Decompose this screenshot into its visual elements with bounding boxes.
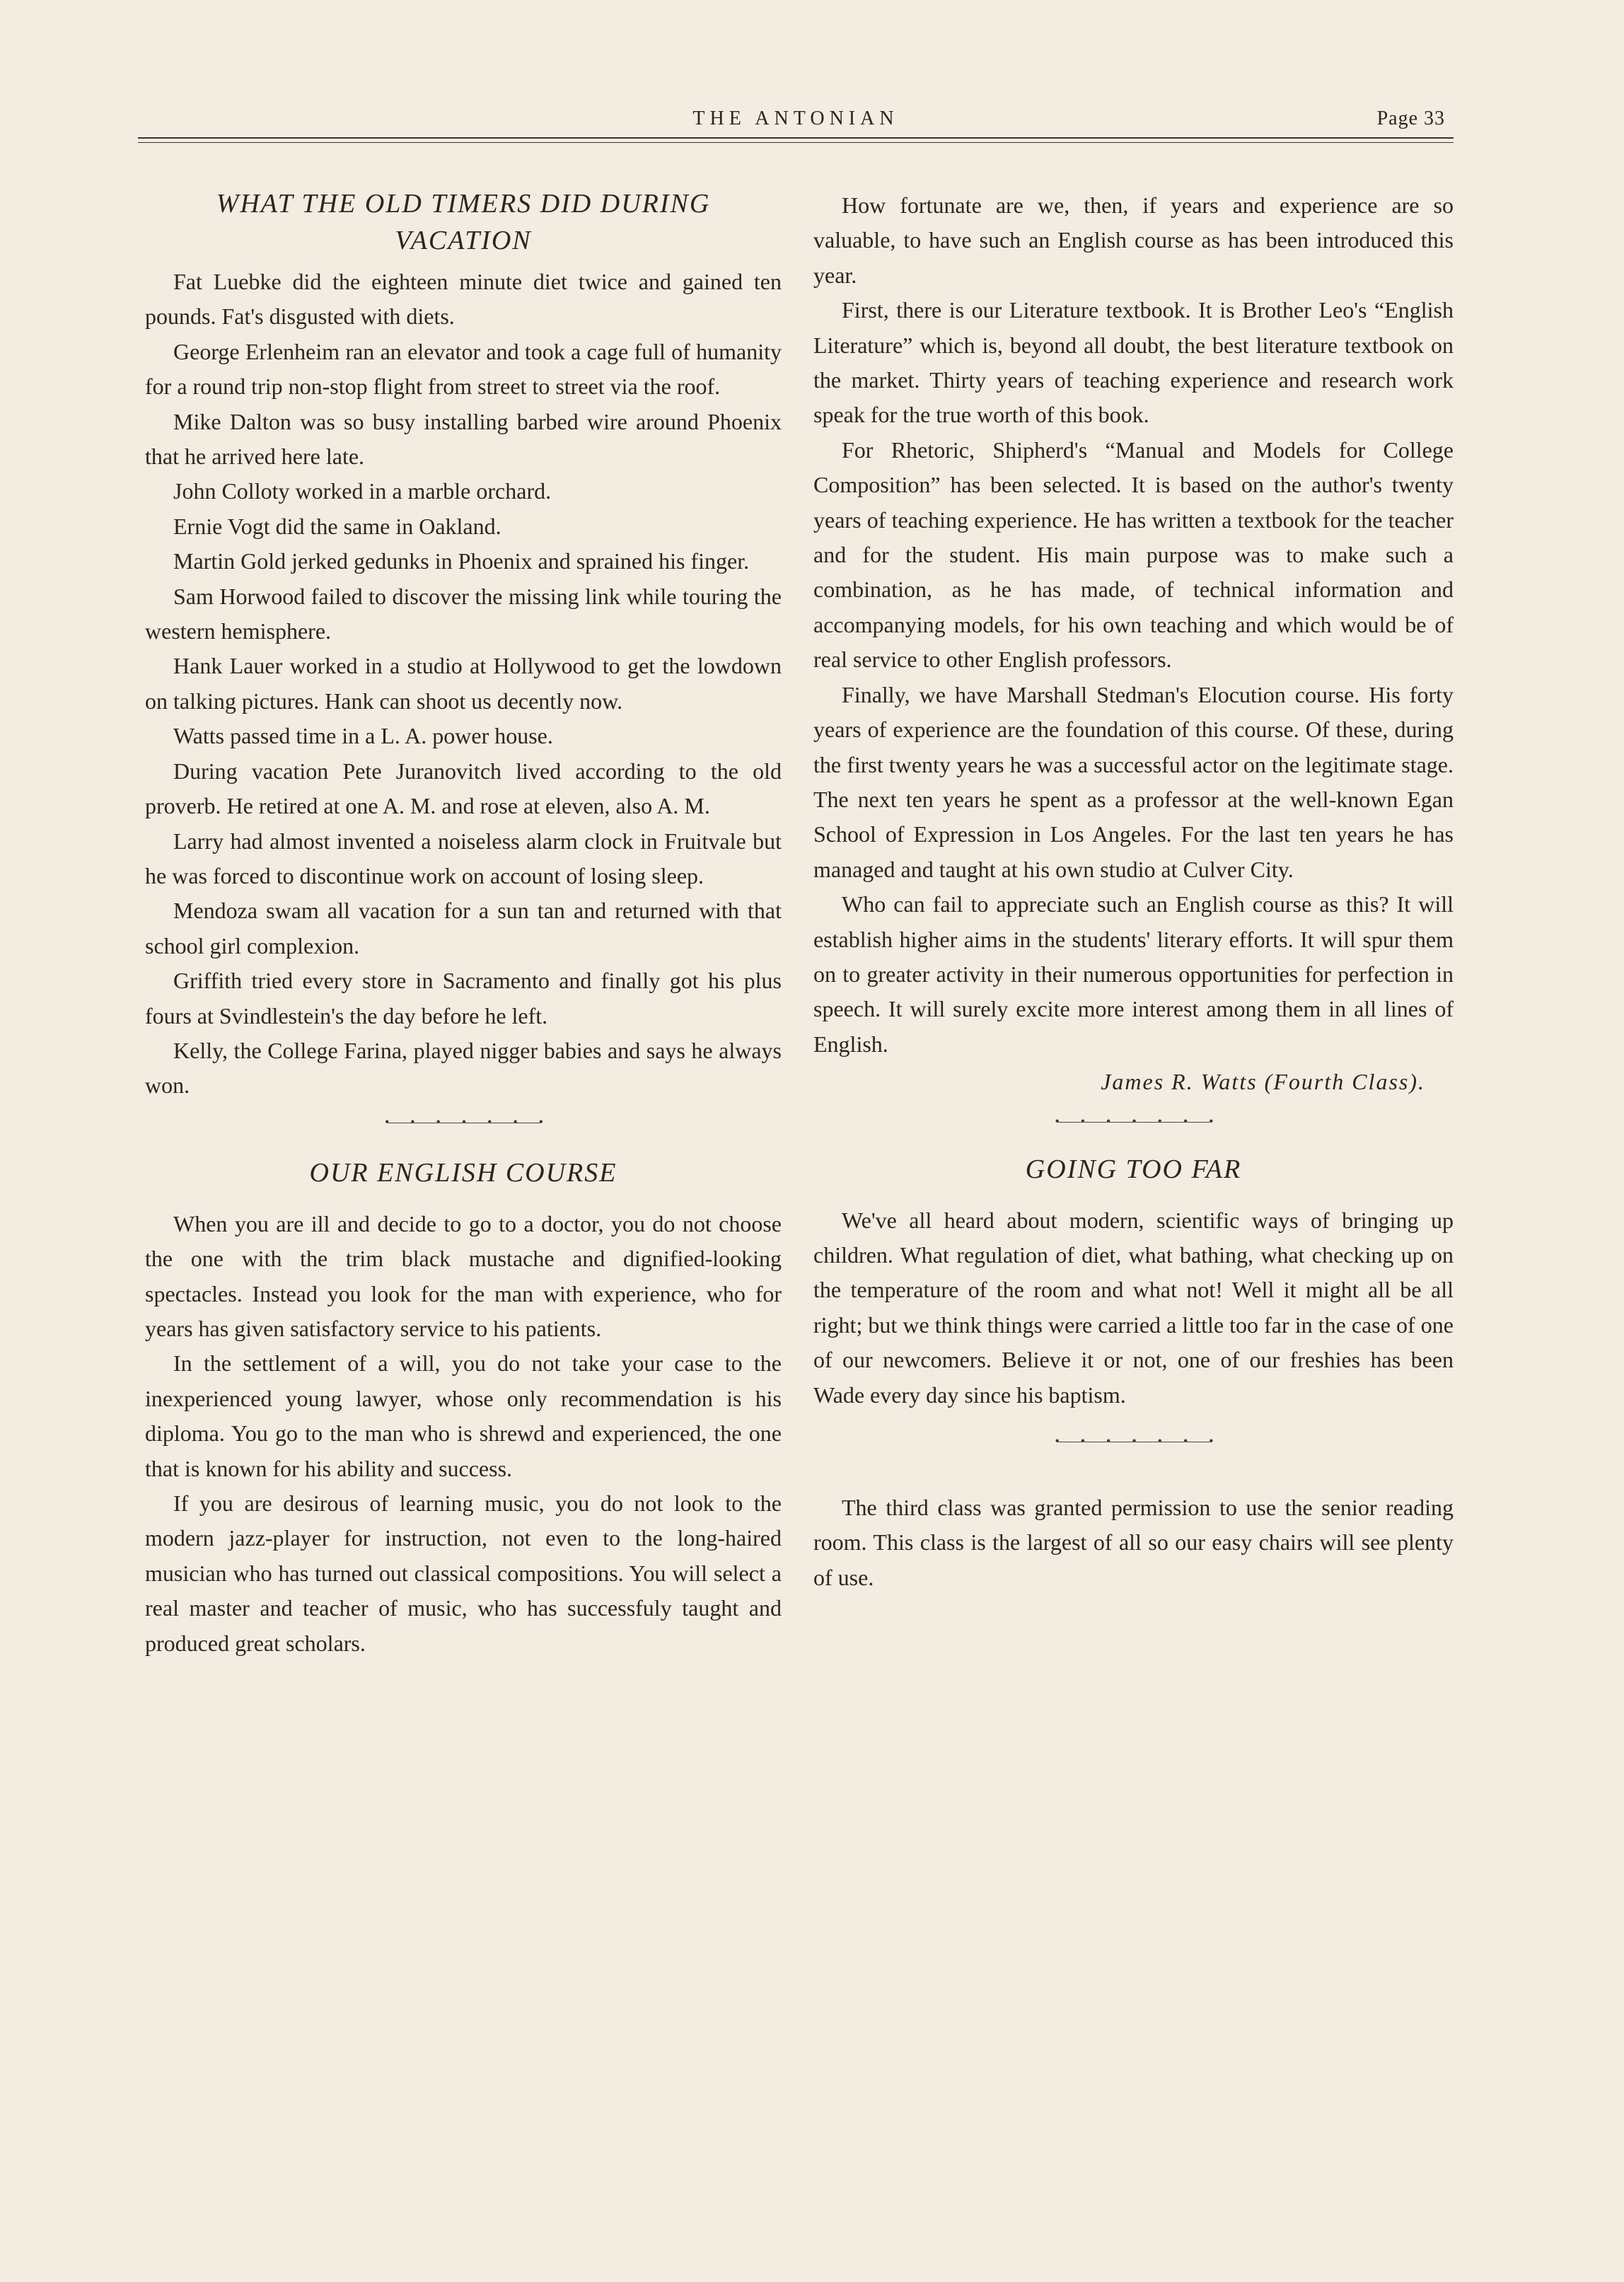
going-too-far-paragraph: We've all heard about modern, scientific ways of bringing up children. What regulation of diet, what bathing, what checking up on the temperature of the room and what not! Well it might all be all right; but we think things were carried a little too far in the case of one of our newcomers. Believe it or not, one of our freshies has been Wade every day since his baptism.: [813, 1207, 1454, 1408]
page-number: Page 33: [1376, 108, 1445, 129]
old-timers-paragraph: Mendoza swam all vacation for a sun tan and returned with that school girl complexion.: [145, 898, 782, 958]
english-course-paragraph: How fortunate are we, then, if years and experience are so valuable, to have such an English course as has been introduced this year.: [813, 192, 1454, 288]
old-timers-paragraph: Griffith tried every store in Sacramento and finally got his plus fours at Svindlestein's the day before he left.: [145, 968, 782, 1029]
right-column: [813, 188, 1454, 1595]
old-timers-paragraph: Fat Luebke did the eighteen minute diet twice and gained ten pounds. Fat's disgusted with diets.: [145, 269, 782, 330]
old-timers-paragraph: John Colloty worked in a marble orchard.: [173, 478, 552, 504]
old-timers-paragraph: Martin Gold jerked gedunks in Phoenix and sprained his finger.: [173, 548, 750, 574]
old-timers-paragraph: George Erlenheim ran an elevator and took a cage full of humanity for a round trip non-stop flight from street to street via the roof.: [145, 338, 782, 400]
english-course-title: OUR ENGLISH COURSE: [309, 1157, 617, 1188]
header-rule-thin: [138, 142, 1454, 143]
english-course-paragraph: First, there is our Literature textbook. It is Brother Leo's “English Literature” which is, beyond all doubt, the best literature textbook on the market. Thirty years of teaching experience and research work speak for the true worth of this book.: [813, 297, 1454, 428]
old-timers-title-line2: VACATION: [395, 226, 532, 255]
old-timers-paragraph: Ernie Vogt did the same in Oakland.: [173, 513, 501, 539]
old-timers-title-line1: WHAT THE OLD TIMERS DID DURING: [216, 189, 711, 219]
left-column: [145, 185, 782, 1661]
old-timers-paragraph: Larry had almost invented a noiseless alarm clock in Fruitvale but he was forced to discontinue work on account of losing sleep.: [145, 828, 782, 888]
old-timers-paragraph: Sam Horwood failed to discover the missing link while touring the western hemisphere.: [145, 583, 782, 644]
english-course-paragraph: In the settlement of a will, you do not take your case to the inexperienced young lawyer, whose only recommendation is his diploma. You go to the man who is shrewd and experienced, the one that is known for his ability and success.: [145, 1350, 782, 1481]
old-timers-paragraph: Hank Lauer worked in a studio at Hollywood to get the lowdown on talking pictures. Hank can shoot us decently now.: [145, 653, 782, 714]
section-divider-ornament: •——•——•——•——•——•——•: [1055, 1113, 1212, 1128]
old-timers-paragraph: Mike Dalton was so busy installing barbed wire around Phoenix that he arrived here late.: [145, 408, 782, 470]
old-timers-paragraph: Kelly, the College Farina, played nigger babies and says he always won.: [145, 1037, 782, 1099]
reading-room-paragraph: The third class was granted permission to use the senior reading room. This class is the largest of all so our easy chairs will see plenty of use.: [813, 1495, 1454, 1590]
going-too-far-title: GOING TOO FAR: [1025, 1154, 1242, 1184]
old-timers-paragraph: Watts passed time in a L. A. power house.: [173, 723, 553, 749]
english-course-paragraph: Who can fail to appreciate such an English course as this? It will establish higher aims in the students' literary efforts. It will spur them on to greater activity in their numerous opportunities for perfection in speech. It will surely excite more interest among them in all lines of English.: [813, 891, 1454, 1057]
english-course-paragraph: For Rhetoric, Shipherd's “Manual and Models for College Composition” has been selected. It is based on the author's twenty years of teaching experience. He has written a textbook for the teacher and for the student. His main purpose was to make such a combination, as he has made, of technical information and accompanying models, for his own teaching and which would be of real service to other English professors.: [813, 436, 1454, 673]
header-rule: [138, 137, 1454, 139]
running-header: [138, 108, 1454, 136]
english-course-paragraph: When you are ill and decide to go to a doctor, you do not choose the one with the trim black mustache and dignified-looking spectacles. Instead you look for the man with experience, who for years has given satisfactory service to his patients.: [145, 1210, 782, 1341]
english-course-paragraph: If you are desirous of learning music, you do not look to the modern jazz-player for instruction, not even to the long-haired musician who has turned out classical compositions. You will select a real master and teacher of music, who has successfuly taught and produced great scholars.: [145, 1490, 782, 1656]
publication-title: THE ANTONIAN: [692, 108, 899, 129]
section-divider-ornament: •——•——•——•——•——•——•: [384, 1114, 543, 1129]
section-divider-ornament: •——•——•——•——•——•——•: [1055, 1434, 1212, 1448]
author-byline: James R. Watts (Fourth Class).: [1101, 1069, 1425, 1095]
english-course-paragraph: Finally, we have Marshall Stedman's Elocution course. His forty years of experience are the foundation of this course. Of these, during the first twenty years he was a successful actor on the legitimate stage. The next ten years he spent as a professor at the well-known Egan School of Expression in Los Angeles. For the last ten years he has managed and taught at his own studio at Culver City.: [813, 681, 1454, 882]
old-timers-paragraph: During vacation Pete Juranovitch lived according to the old proverb. He retired at one A. M. and rose at eleven, also A. M.: [145, 758, 782, 819]
